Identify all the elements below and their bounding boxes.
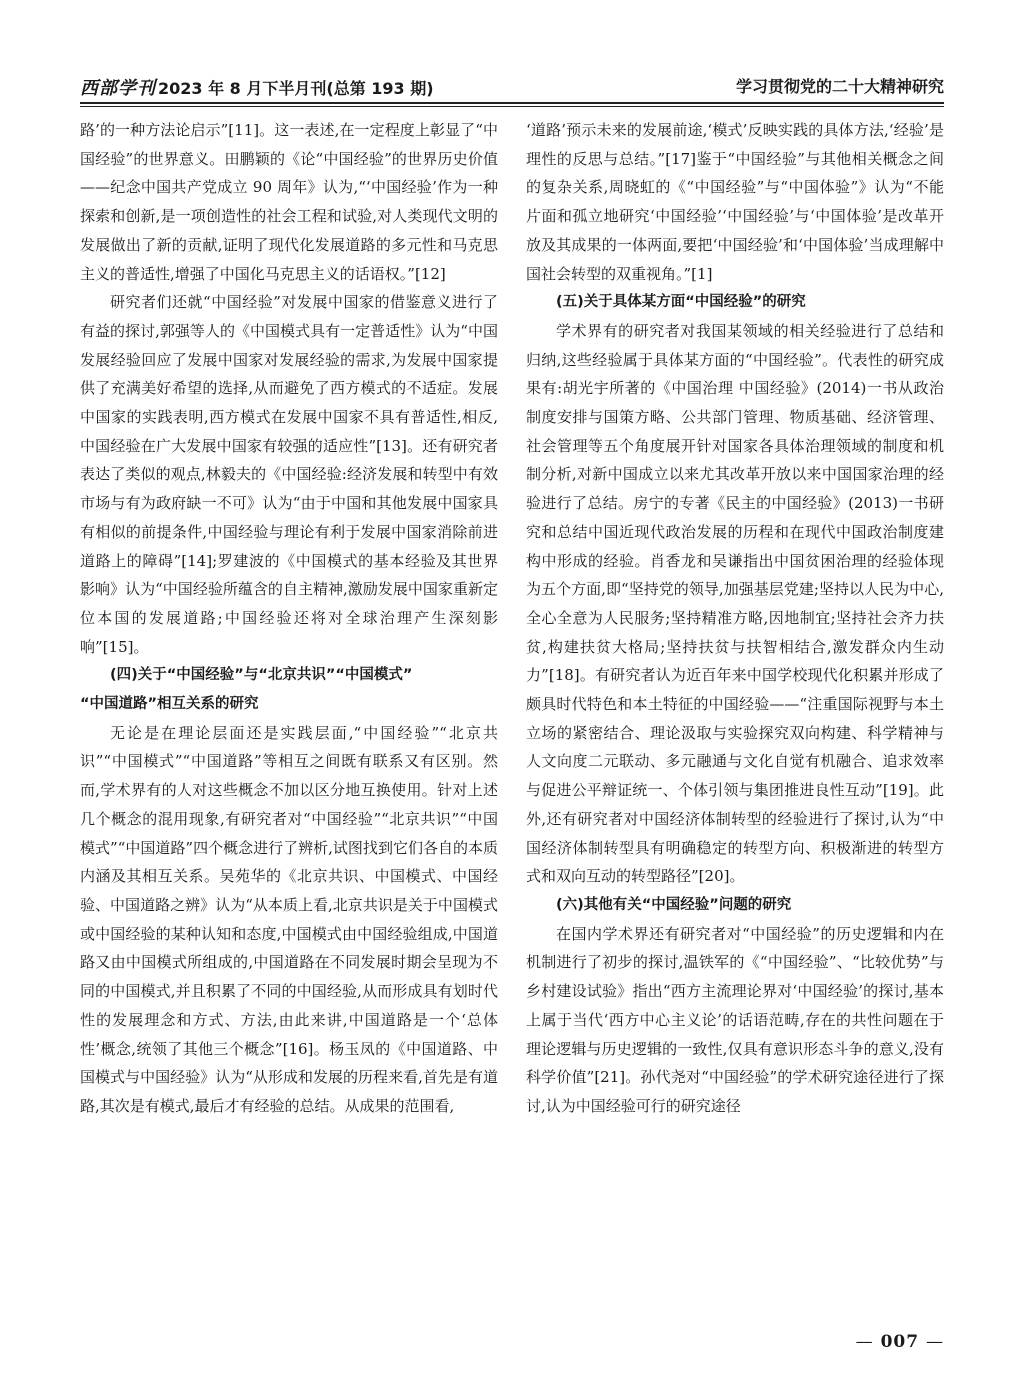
running-header (80, 72, 944, 104)
body-paragraph: 无论是在理论层面还是实践层面,“中国经验”“北京共识”“中国模式”“中国道路”等相互之间既有联系又有区别。然而,学术界有的人对这些概念不加以区分地互换使用。针对上述几个概念的混用现象,有研究者对“中国经验”“北京共识”“中国模式”“中国道路”四个概念进行了辨析,试图找到它们各自的本质内涵及其相互关系。吴苑华的《北京共识、中国模式、中国经验、中国道路之辨》认为“从本质上看,北京共识是关于中国模式或中国经验的某种认知和态度,中国模式由中国经验组成,中国道路又由中国模式所组成的,中国道路在不同发展时期会呈现为不同的中国模式,并且积累了不同的中国经验,从而形成具有划时代性的发展理念和方式、方法,由此来讲,中国道路是一个‘总体性’概念,统领了其他三个概念”[16]。杨玉凤的《中国道路、中国模式与中国经验》认为“从形成和发展的历程来看,首先是有道路,其次是有模式,最后才有经验的总结。从成果的范围看, (80, 723, 498, 1115)
left-column (80, 116, 498, 1121)
body-paragraph: 学术界有的研究者对我国某领域的相关经验进行了总结和归纳,这些经验属于具体某方面的“中国经验”。代表性的研究成果有:胡光宇所著的《中国治理 中国经验》(2014)一书从政治制度安排与国策方略、公共部门管理、物质基础、经济管理、社会管理等五个角度展开针对国家各具体治理领域的制度和机制分析,对新中国成立以来尤其改革开放以来中国国家治理的经验进行了总结。房宁的专著《民主的中国经验》(2013)一书研究和总结中国近现代政治发展的历程和在现代中国政治制度建构中形成的经验。肖香龙和吴谦指出中国贫困治理的经验体现为五个方面,即“坚持党的领导,加强基层党建;坚持以人民为中心,全心全意为人民服务;坚持精准方略,因地制宜;坚持社会齐力扶贫,构建扶贫大格局;坚持扶贫与扶智相结合,激发群众内生动力”[18]。有研究者认为近百年来中国学校现代化积累并形成了颇具时代特色和本土特征的中国经验——“注重国际视野与本土立场的紧密结合、理论汲取与实验探究双向构建、科学精神与人文向度二元联动、多元融通与文化自觉有机融合、追求效率与促进公平辩证统一、个体引领与集团推进良性互动”[19]。此外,还有研究者对中国经济体制转型的经验进行了探讨,认为“中国经济体制转型具有明确稳定的转型方向、积极渐进的转型方式和双向互动的转型路径”[20]。 (526, 321, 944, 886)
section-heading: (四)关于“中国经验”与“北京共识”“中国模式” (110, 667, 413, 684)
right-column (526, 116, 944, 1121)
page-footer (856, 1332, 944, 1352)
body-paragraph: 在国内学术界还有研究者对“中国经验”的历史逻辑和内在机制进行了初步的探讨,温铁军的《“中国经验”、“比较优势”与乡村建设试验》指出“西方主流理论界对‘中国经验’的探讨,基本上属于当代‘西方中心主义论’的话语范畴,存在的共性问题在于理论逻辑与历史逻辑的一致性,仅具有意识形态斗争的意义,没有科学价值”[21]。孙代尧对“中国经验”的学术研究途径进行了探讨,认为中国经验可行的研究途径 (526, 924, 944, 1115)
journal-logo: 西部学刊 (80, 78, 156, 99)
header-rule-thin (80, 106, 944, 107)
body-paragraph: 研究者们还就“中国经验”对发展中国家的借鉴意义进行了有益的探讨,郭强等人的《中国模式具有一定普适性》认为“中国发展经验回应了发展中国家对发展经验的需求,为发展中国家提供了充满美好希望的选择,从而避免了西方模式的不适症。发展中国家的实践表明,西方模式在发展中国家不具有普适性,相反,中国经验在广大发展中国家有较强的适应性”[13]。还有研究者表达了类似的观点,林毅夫的《中国经验:经济发展和转型中有效市场与有为政府缺一不可》认为“由于中国和其他发展中国家具有相似的前提条件,中国经验与理论有利于发展中国家消除前进道路上的障碍”[14];罗建波的《中国模式的基本经验及其世界影响》认为“中国经验所蕴含的自主精神,激励发展中国家重新定位本国的发展道路;中国经验还将对全球治理产生深刻影响”[15]。 (80, 293, 498, 656)
section-heading: “中国道路”相互关系的研究 (80, 696, 259, 713)
body-paragraph: ‘道路’预示未来的发展前途,‘模式’反映实践的具体方法,‘经验’是理性的反思与总结。”[17]鉴于“中国经验”与其他相关概念之间的复杂关系,周晓虹的《“中国经验”与“中国体验”》认为“不能片面和孤立地研究‘中国经验’‘中国经验’与‘中国体验’是改革开放及其成果的一体两面,要把‘中国经验’和‘中国体验’当成理解中国社会转型的双重视角。”[1] (526, 121, 944, 283)
header-rule-thick (80, 102, 944, 104)
body-paragraph: 路’的一种方法论启示”[11]。这一表述,在一定程度上彰显了“中国经验”的世界意义。田鹏颖的《论“中国经验”的世界历史价值——纪念中国共产党成立 90 周年》认为,“‘中国经验’作为一种探索和创新,是一项创造性的社会工程和试验,对人类现代文明的发展做出了新的贡献,证明了现代化发展道路的多元性和马克思主义的普适性,增强了中国化马克思主义的话语权。”[12] (80, 121, 498, 283)
section-heading: (六)其他有关“中国经验”问题的研究 (556, 896, 792, 913)
issue-info: 2023 年 8 月下半月刊(总第 193 期) (158, 79, 434, 98)
footer-dash-right: — (926, 1332, 944, 1352)
section-heading: (五)关于具体某方面“中国经验”的研究 (556, 294, 806, 311)
section-title: 学习贯彻党的二十大精神研究 (735, 77, 944, 96)
footer-dash-left: — (855, 1332, 874, 1352)
header-left (80, 74, 434, 100)
page-number: 007 (880, 1332, 920, 1352)
